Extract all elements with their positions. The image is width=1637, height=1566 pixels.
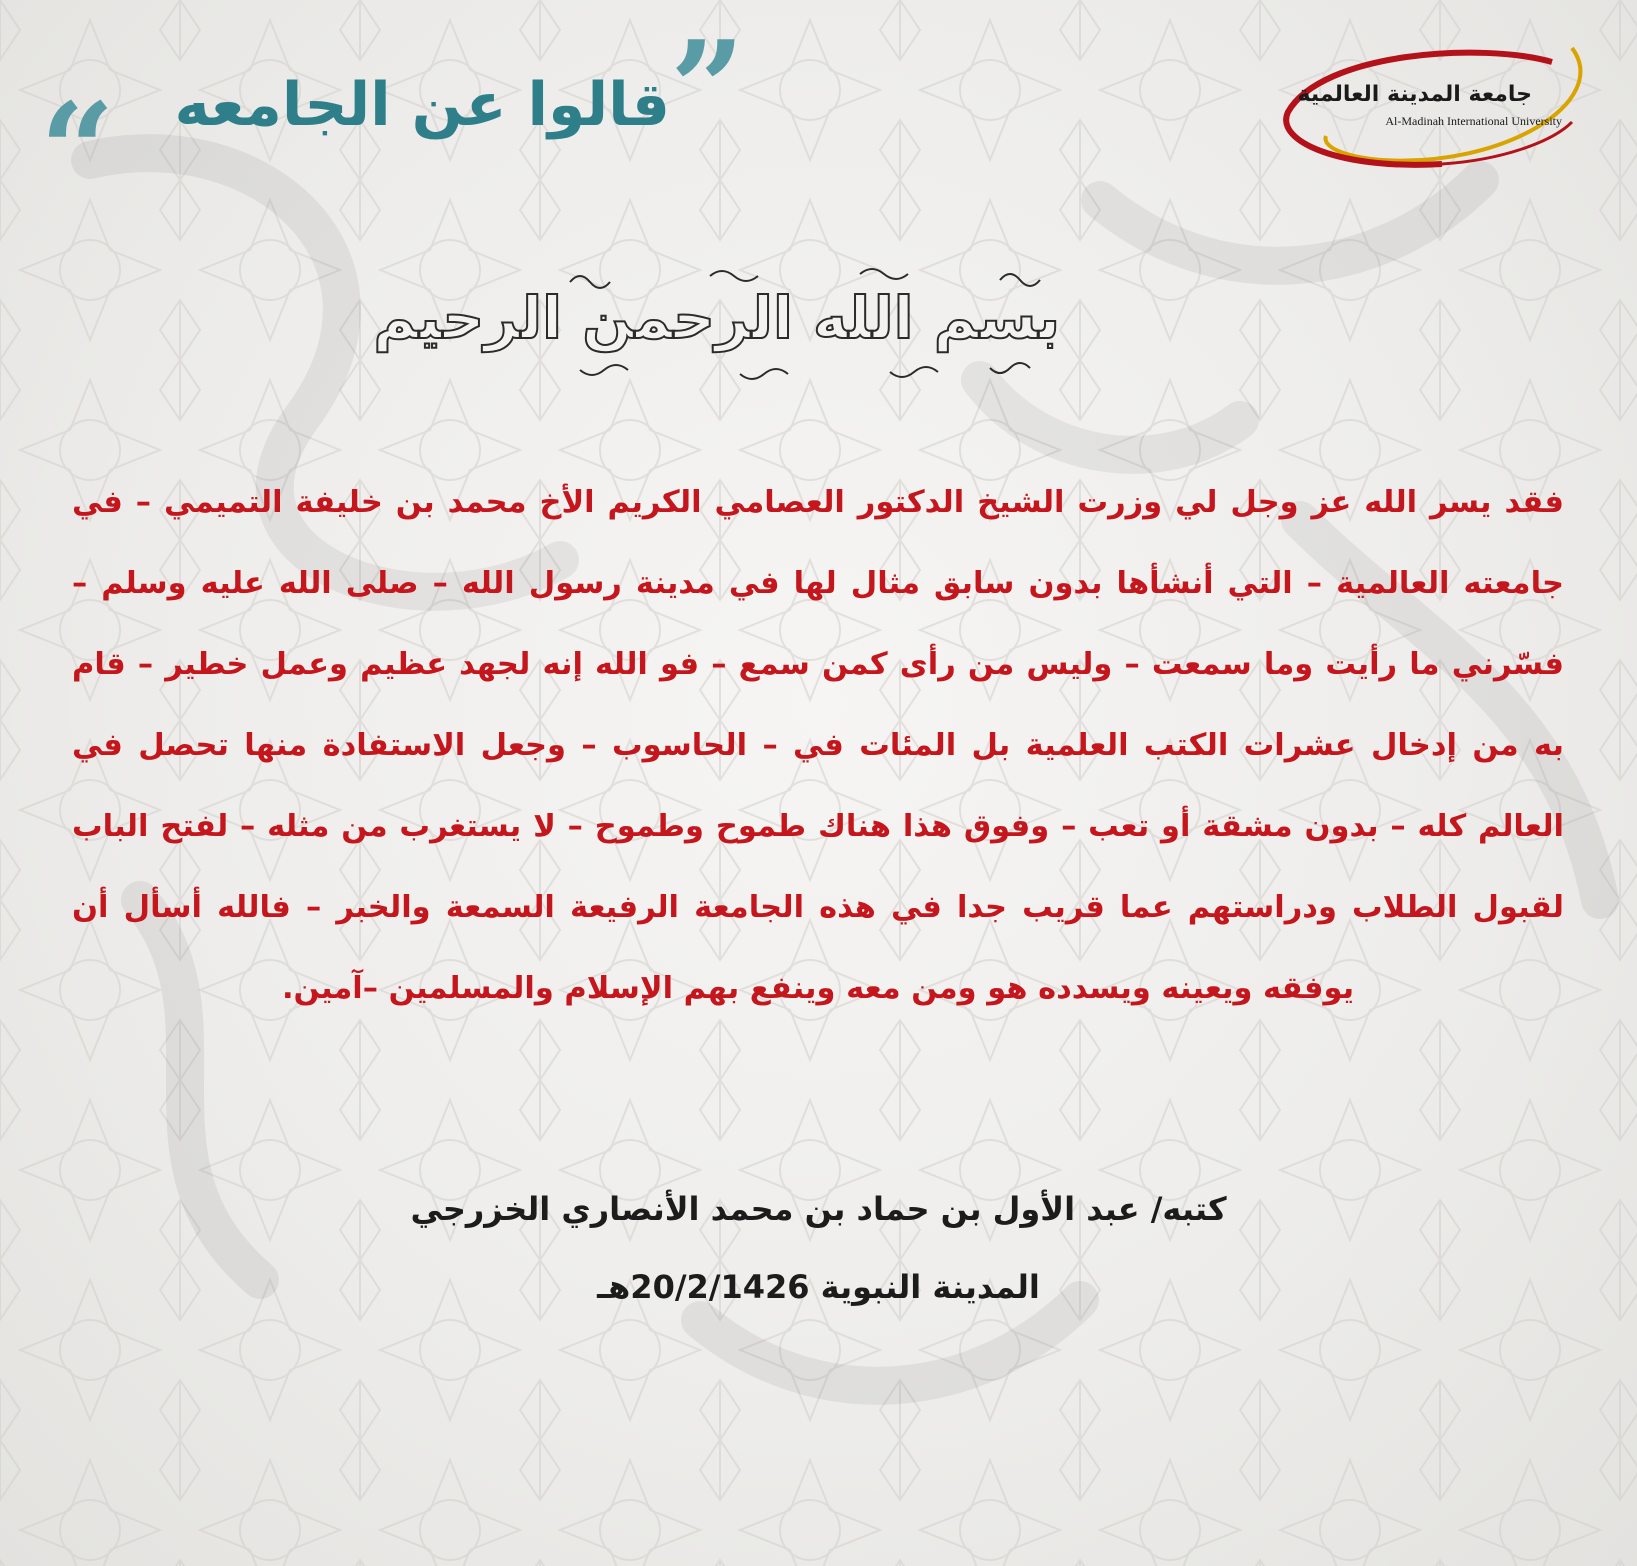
open-quote-icon: “ bbox=[40, 74, 115, 227]
testimonial-body: فقد يسر الله عز وجل لي وزرت الشيخ الدكتور العصامي الكريم الأخ محمد بن خليفة التميمي – في جامعته العالمية – التي أنشأها بدون سابق مثال لها في مدينة رسول الله – صلى الله عليه وسلم – فسّرني ما رأيت وما سمعت – وليس من رأى كمن سمع – فو الله إنه لجهد عظيم وعمل خطير – قام به من إدخال عشرات الكتب العلمية بل المئات في – الحاسوب – وجعل الاستفادة منها تحصل في العالم كله – بدون مشقة أو تعب – وفوق هذا هناك طموح وطموح – لا يستغرب من مثله – لفتح الباب لقبول الطلاب ودراستهم عما قريب جدا في هذه الجامعة الرفيعة السمعة والخبر – فالله أسأل أن يوفقه ويعينه ويسدده هو ومن معه وينفع بهم الإسلام والمسلمين –آمين. bbox=[72, 485, 1564, 1006]
logo-english-name: Al-Madinah International University bbox=[1385, 114, 1562, 128]
logo-arabic-name: جامعة المدينة العالمية bbox=[1297, 82, 1532, 107]
university-logo-icon bbox=[1282, 42, 1598, 172]
close-quote-icon: ” bbox=[670, 12, 745, 165]
page-title: قالوا عن الجامعه bbox=[174, 70, 670, 140]
university-logo bbox=[1282, 42, 1598, 172]
basmala bbox=[373, 262, 1060, 388]
signature-author: كتبه/ عبد الأول بن حماد بن محمد الأنصاري الخزرجي bbox=[410, 1190, 1227, 1228]
title-block bbox=[40, 12, 745, 227]
basmala-text: بسم الله الرحمن الرحيم bbox=[373, 284, 1060, 352]
signature-place-date: المدينة النبوية 20/2/1426هـ bbox=[597, 1268, 1040, 1306]
